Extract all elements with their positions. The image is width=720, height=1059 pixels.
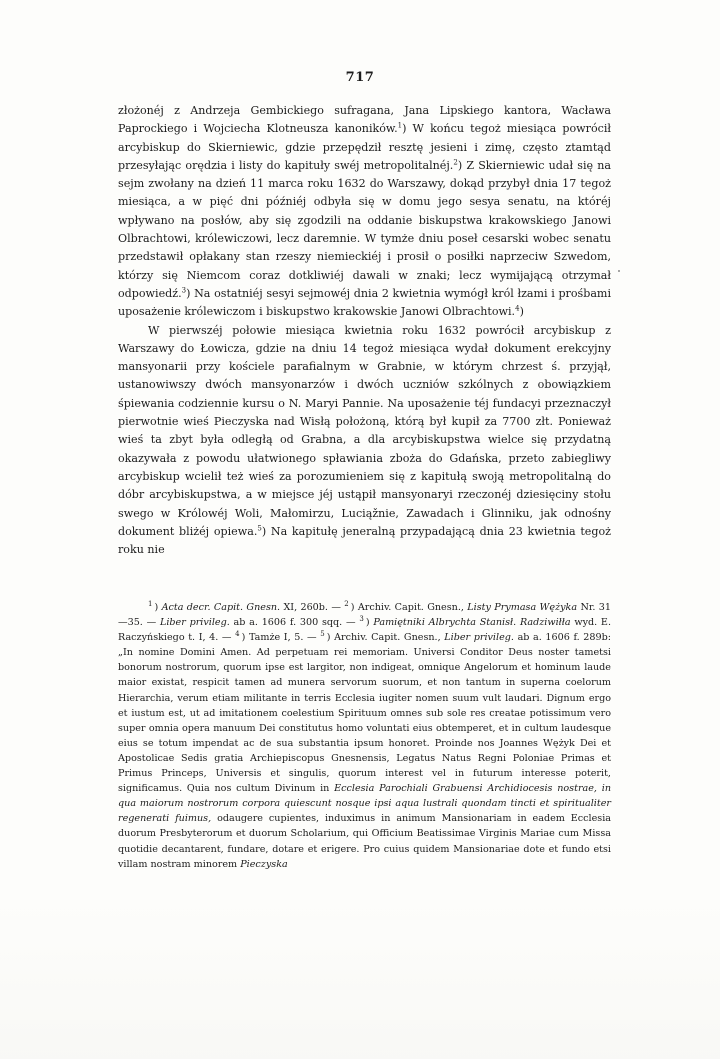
footnote-2-source-1: Listy Prymasa Wężyka [467,602,578,613]
page-number: 717 [345,70,375,85]
footnote-1: $^1$ ) Acta decr. Capit. Gnesn. XI, 260b. — [148,599,341,613]
footnote-5-source: Liber privileg. [444,632,514,644]
footnote-2-text-c: ab a. 1606 f. 300 sqq. — [229,617,356,629]
footnote-ref-5: 5 [257,524,262,533]
footnote-3-text: wyd. E. Raczyńskiego t. I, 4. — [118,617,611,644]
footnote-1-text: XI, 260b. — [280,602,341,613]
footnote-5-latin-italic-end: Pieczyska [240,858,288,870]
footnote-3-number: 3 [359,614,364,623]
footnote-2: $^2$ ) Archiv. Capit. Gnesn., Listy Prymasa Wężyka Nr. 31—35. — Liber privileg. ab a. 1606 f. 300 sqq. — [118,599,611,629]
paragraph-2: W pierwszéj połowie miesiąca kwietnia roku 1632 powrócił arcybiskup z Warszawy do Łowicza, gdzie na dniu 14 tegoż miesiąca wydał dokument erekcyjny mansyonarii przy kościele parafialnym w Grabnie, w którym chrzest ś. przyjął, ustanowiwszy dwóch mansyonarzów i dwóch uczniów szkólnych z obowiązkiem śpiewania codziennie kursu o N. Maryi Pannie. Na uposażenie téj fundacyi przeznaczył pierwotnie wieś Pieczyska nad Wisłą położoną, którą był kupił za 7700 złt. Ponieważ wieś ta zbyt była odległą od Grabna, a dla arcybiskupstwa wielce się przydatną okazywała z powodu ułatwionego spławiania zboża do Gdańska, przeto zabiegliwy arcybiskup wcielił też wieś za porozumieniem się z kapitułą swoją metropolitalną do dóbr arcybiskupstwa, a w miejsce jéj ustąpił mansyonaryi rzeczonéj dziesięciny stołu swego w Królowéj Woli, Małomirzu, Luciąžnie, Zawadach i Glinniku, jak odnośny dokument bliżéj opiewa.$^5$) Na kapitułę jeneralną przypadającą dnia 23 kwietnia tegoż roku nie [118,323,612,557]
scan-shading [0,900,720,1059]
paragraph-2-part-a: W pierwszéj połowie miesiąca kwietnia roku 1632 powrócił arcybiskup z Warszawy do Łowicza, gdzie na dniu 14 tegoż miesiąca wydał dokument erekcyjny mansyonarii przy kościele parafialnym w Grabnie, w którym chrzest ś. przyjął, ustanowiwszy dwóch mansyonarzów i dwóch uczniów szkólnych z obowiązkiem śpiewania codziennie kursu o N. Maryi Pannie. Na uposażenie téj fundacyi przeznaczył pierwotnie wieś Pieczyska nad Wisłą położoną, którą był kupił za 7700 złt. Ponieważ wieś ta zbyt była odległą od Grabna, a dla arcybiskupstwa wielce się przydatną okazywała z powodu ułatwionego spławiania zboża do Gdańska, przeto zabiegliwy arcybiskup wcielił też wieś za porozumieniem się z kapitułą swoją metropolitalną do dóbr arcybiskupstwa, a w miejsce jéj ustąpił mansyonaryi rzeczonéj dziesięciny stołu swego w Królowéj Woli, Małomirzu, Luciąžnie, Zawadach i Glinniku, jak odnośny dokument bliżéj opiewa. [118,323,611,538]
footnote-ref-4: 4 [515,304,520,313]
paragraph-1-part-c: Z Skierniewic udał się na sejm zwołany na dzień 11 marca roku 1632 do Warszawy, dokąd przybył dnia 17 tegoż miesiąca, a w pięć dni późniéj odbyła się w domu jego sesya senatu, na któréj wpływano na posłów, aby się zgodzili na oddanie biskupstwa krakowskiego Janowi Olbrachtowi, królewiczowi, lecz daremnie. W tymże dniu poseł cesarski wobec senatu przedstawił opłakany stan rzeszy niemieckiéj i prosił o posiłki naprzeciw Szwedom, którzy się Niemcom coraz dotkliwiéj dawali w znaki; lecz wymijającą otrzymał odpowiedź. [118,158,612,300]
footnote-3: $^3$ ) Pamiętniki Albrychta Stanisł. Radziwiłła wyd. E. Raczyńskiego t. I, 4. — [118,614,611,644]
footnote-ref-3: 3 [181,286,187,295]
paragraph-1-part-a: złożonéj z Andrzeja Gembickiego sufragana, Jana Lipskiego kantora, Wacława Paprockiego i Wojciecha Klotneusza kanoników. [118,104,611,136]
footnote-ref-2: 2 [453,158,458,167]
footnote-5-text-a: Archiv. Capit. Gnesn., [330,632,445,644]
footnote-3-source: Pamiętniki Albrychta Stanisł. Radziwiłła [373,617,571,629]
paragraph-1-part-b: W końcu tegoż miesiąca powrócił arcybiskup do Skierniewic, gdzie przepędził resztę jesieni i zimę, często ztamtąd przesyłając orędzia i listy do kapituły swéj metropolitalnéj. [118,122,611,172]
paragraph-2-part-b: Na kapitułę jeneralną przypadającą dnia 23 kwietnia tegoż roku nie [118,524,612,557]
footnote-4-text: Tamże I, 5. — [245,632,317,644]
footnotes-block [118,600,611,872]
main-text [118,102,611,559]
footnote-5: $^5$ ) Archiv. Capit. Gnesn., Liber privileg. ab a. 1606 f. 289b: „In nomine Domini Amen. Ad perpetuam rei memoriam. Universi Conditor Deus noster tametsi bonorum nostrorum, quorum ipse est largitor, non indigeat, omnique Angelorum et hominum laude maior existat, respicit tamen ad munera servorum suorum, et non tantum in superna coelorum Hierarchia, verum etiam militante in terris Ecclesia iugiter nomen suum vult laudari. Dignum ergo et iustum est, ut ad imitationem coelestium Spirituum omnes sub sole res creatae potissimum vero super omnia opera manuum Dei constitutus homo voluntati eius obtemperet, et in cultum laudesque eius se totum impendat ac de sua substantia ipsum honoret. Proinde nos Joannes Wężyk Dei et Apostolicae Sedis gratia Archiepiscopus Gnesnensis, Legatus Natus Regni Poloniae Primas et Primus Princeps, Universis et singulis, quorum interest vel in futurum interesse poterit, significamus. Quia nos cultum Divinum in Ecclesia Parochiali Grabuensi Archidiocesis nostrae, in qua maiorum nostrorum corpora quiescunt nosque ipsi aqua lustrali quondam tincti et spiritualiter regenerati fuimus, odaugere cupientes, induximus in animum Mansionariam in eadem Ecclesia duorum Presbyterorum et duorum Scholarium, qui Officium Beatissimae Virginis Mariae cum Missa quotidie decantarent, fundare, dotare et erigere. Pro cuius quidem Mansionariae dote et fundo etsi villam nostram minorem Pieczyska [118,630,612,870]
footnote-5-latin-b: odaugere cupientes, induximus in animum Mansionariam in eadem Ecclesia duorum Presbyterorum et duorum Scholarium, qui Officium Beatissimae Virginis Mariae cum Missa quotidie decantarent, fundare, dotare et erigere. Pro cuius quidem Mansionariae dote et fundo etsi villam nostram minorem [118,813,612,870]
footnote-5-number: 5 [320,630,325,638]
footnote-5-latin-a: ab a. 1606 f. 289b: „In nomine Domini Amen. Ad perpetuam rei memoriam. Universi Conditor Deus noster tametsi bonorum nostrorum, quorum ipse est largitor, non indigeat, omnique Angelorum et hominum laude maior existat, respicit tamen ad munera servorum suorum, et non tantum in superna coelorum Hierarchia, verum etiam militante in terris Ecclesia iugiter nomen suum vult laudari. Dignum ergo et iustum est, ut ad imitationem coelestium Spirituum omnes sub sole res creatae potissimum vero super omnia opera manuum Dei constitutus homo voluntati eius obtemperet, et in cultum laudesque eius se totum impendat ac de sua substantia ipsum honoret. Proinde nos Joannes Wężyk Dei et Apostolicae Sedis gratia Archiepiscopus Gnesnensis, Legatus Natus Regni Poloniae Primas et Primus Princeps, Universis et singulis, quorum interest vel in futurum interesse poterit, significamus. Quia nos cultum Divinum in [118,632,611,795]
scan-speck [618,270,620,272]
paragraph-1: złożonéj z Andrzeja Gembickiego sufragana, Jana Lipskiego kantora, Wacława Paprockiego i Wojciecha Klotneusza kanoników.$^1$) W końcu tegoż miesiąca powrócił arcybiskup do Skierniewic, gdzie przepędził resztę jesieni i zimę, często ztamtąd przesyłając orędzia i listy do kapituły swéj metropolitalnéj.$^2$) Z Skierniewic udał się na sejm zwołany na dzień 11 marca roku 1632 do Warszawy, dokąd przybył dnia 17 tegoż miesiąca, a w pięć dni późniéj odbyła się w domu jego sesya senatu, na któréj wpływano na posłów, aby się zgodzili na oddanie biskupstwa krakowskiego Janowi Olbrachtowi, królewiczowi, lecz daremnie. W tymże dniu poseł cesarski wobec senatu przedstawił opłakany stan rzeszy niemieckiéj i prosił o posiłki naprzeciw Szwedom, którzy się Niemcom coraz dotkliwiéj dawali w znaki; lecz wymijającą otrzymał odpowiedź.$^3$) Na ostatniéj sesyi sejmowéj dnia 2 kwietnia wymógł król łzami i prośbami uposażenie królewiczom i biskupstwo krakowskie Janowi Olbrachtowi.$^4$) [118,104,612,319]
footnote-2-source-2: Liber privileg. [159,617,230,629]
footnote-2-text-a: Archiv. Capit. Gnesn., [354,602,468,613]
footnote-1-number: 1 [148,599,153,608]
footnote-5-latin-italic: Ecclesia Parochiali Grabuensi Archidiocesis nostrae, in qua maiorum nostrorum corpora quiescunt nosque ipsi aqua lustrali quondam tincti et spiritualiter regenerati fuimus, [118,783,611,825]
footnote-ref-1: 1 [397,121,403,130]
footnotes [118,600,611,872]
footnote-2-number: 2 [344,599,349,608]
footnote-2-text-b: Nr. 31—35. — [118,602,611,629]
paragraph-1-part-d: Na ostatniéj sesyi sejmowéj dnia 2 kwietnia wymógł król łzami i prośbami uposażenie królewiczom i biskupstwo krakowskie Janowi Olbrachtowi. [118,286,611,319]
footnote-4-number: 4 [235,630,240,638]
footnote-4: $^4$ ) Tamże I, 5. — [235,630,317,644]
footnote-1-source: Acta decr. Capit. Gnesn. [161,602,281,613]
